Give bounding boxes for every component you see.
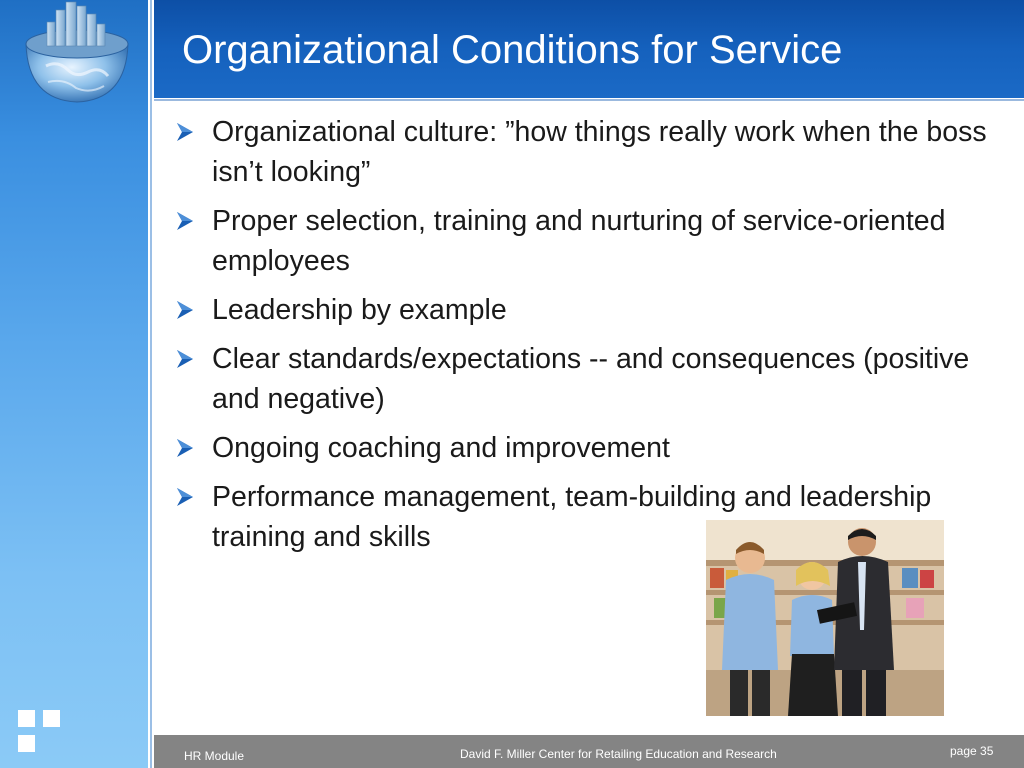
sidebar-divider — [148, 0, 154, 768]
globe-city-logo-icon — [18, 0, 136, 106]
page-number: page 35 — [950, 744, 994, 758]
arrow-bullet-icon — [174, 121, 196, 143]
bullet-item — [174, 201, 1004, 281]
bullet-item — [174, 112, 1004, 192]
bullet-text: Ongoing coaching and improvement — [212, 432, 670, 464]
arrow-bullet-icon — [174, 486, 196, 508]
arrow-bullet-icon — [174, 210, 196, 232]
arrow-bullet-icon — [174, 348, 196, 370]
corner-square — [18, 735, 35, 752]
corner-square — [18, 710, 35, 727]
left-sidebar — [0, 0, 148, 768]
bullet-item — [174, 428, 1004, 468]
arrow-bullet-icon — [174, 437, 196, 459]
slide-title: Organizational Conditions for Service — [182, 28, 843, 72]
bullet-text: Performance management, team-building and leadership training and skills — [212, 481, 932, 553]
bullet-text: Proper selection, training and nurturing of service-oriented employees — [212, 205, 946, 277]
footer-credit: David F. Miller Center for Retailing Education and Research — [460, 747, 777, 761]
arrow-bullet-icon — [174, 299, 196, 321]
bullet-list — [174, 112, 1004, 566]
footer-module: HR Module — [184, 749, 245, 763]
bullet-text: Organizational culture: ”how things really work when the boss isn’t looking” — [212, 116, 987, 188]
footer-bar — [154, 735, 1024, 768]
bullet-item — [174, 339, 1004, 419]
corner-square — [43, 710, 60, 727]
title-divider — [154, 98, 1024, 102]
bullet-text: Clear standards/expectations -- and consequences (positive and negative) — [212, 343, 970, 415]
bullet-item — [174, 290, 1004, 330]
bullet-text: Leadership by example — [212, 294, 507, 326]
retail-staff-photo — [706, 520, 944, 716]
